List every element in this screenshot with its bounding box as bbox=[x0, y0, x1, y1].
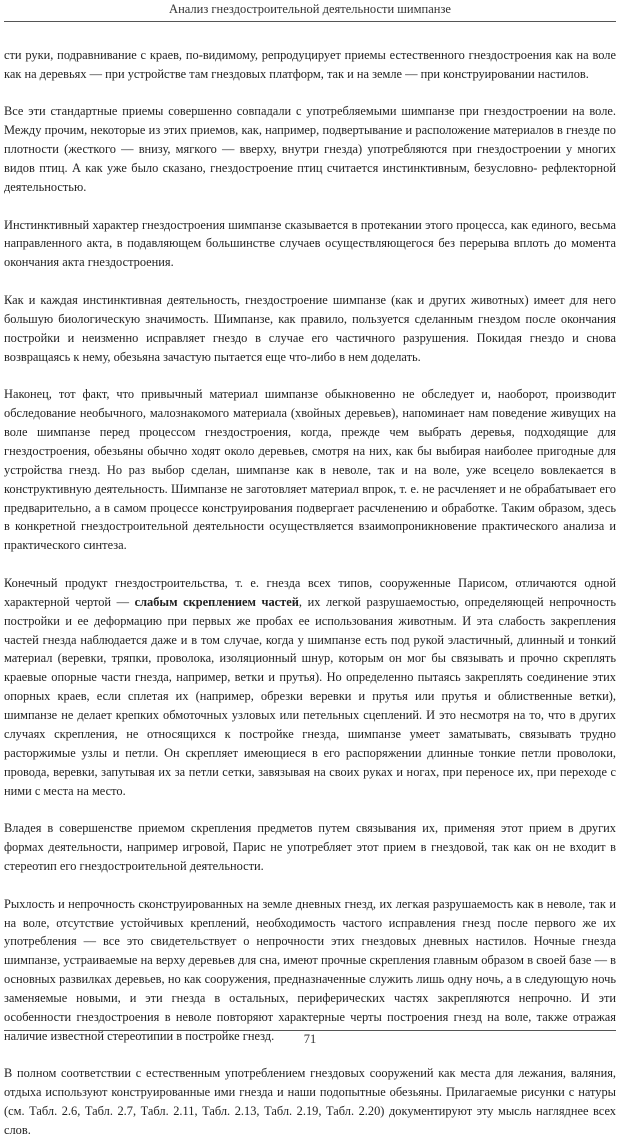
paragraph-9: В полном соответствии с естественным употреблением гнездовых сооружений как места для лежания, валяния, отдыха используют конструированные ими гнезда и наши подопытные обезьяны. Прилагаемые рисунки с натуры (см. Табл. 2.6, Табл. 2.7, Табл. 2.11, Табл. 2.13, Табл. 2.19, Табл. 2.20) документируют эту мысль нагляднее всех слов. bbox=[4, 1066, 616, 1138]
emphasis-weak-binding: слабым скреплением частей bbox=[134, 594, 299, 609]
page-number: 71 bbox=[303, 1032, 317, 1046]
paragraph-8: Рыхлость и непрочность сконструированных на земле дневных гнезд, их легкая разрушаемость как в неволе, так и на воле, отсутствие устойчивых креплений, необходимость частого исправления гнезд после первого же их употребления — все это свидетельствует о непрочности этих гнездовых дневных настилов. Ночные гнезда шимпанзе, устраиваемые на верху деревьев для сна, имеют прочные скрепления главным образом в своей базе — в основных развилках деревьев, но как сооружения, предназначенные служить лишь одну ночь, а в следующую ночь заменяемые новыми, и эти гнезда в остальных, периферических частях закрепляются непрочно. И эти особенности гнездостроения в неволе повторяют характерные черты построения гнезд на воле, также отражая наличие известной стереотипии в постройке гнезд. bbox=[4, 896, 616, 1043]
body-text bbox=[4, 46, 616, 1140]
running-head: Анализ гнездостроительной деятельности шимпанзе bbox=[169, 2, 451, 16]
paragraph-1: сти руки, подравнивание с краев, по-видимому, репродуцирует приемы естественного гнездостроения как на воле как на деревьях — при устройстве там гнездовых платформ, так и на земле — при конструировании настилов. bbox=[4, 48, 616, 81]
paragraph-6-lead: Конечный продукт гнездостроительства, т. е. гнезда всех типов, сооруженные Парисом, отличаются одной характерной чертой — bbox=[4, 575, 616, 609]
paragraph-7: Владея в совершенстве приемом скрепления предметов путем связывания их, применяя этот прием в других формах деятельности, например игровой, Парис не употребляет этот прием в гнездовой, так как он не входит в стереотип его гнездостроительной деятельности. bbox=[4, 821, 616, 874]
paragraph-5: Наконец, тот факт, что привычный материал шимпанзе обыкновенно не обследует и, наоборот, производит обследование необычного, малознакомого материала (хвойных деревьев), напоминает нам поведение живущих на воле шимпанзе перед процессом гнездостроения, когда, прежде чем выбрать деревья, подходящие для гнездостроения, обезьяны обычно ходят около деревьев, смотря на них, как бы выбирая наиболее пригодные для устройства гнезд. Но раз выбор сделан, шимпанзе как в неволе, так и на воле, уже всецело вовлекается в конструктивную деятельность. Шимпанзе не заготовляет материал впрок, т. е. не расчленяет и не обрабатывает его предварительно, а в самом процессе конструирования подвергает расчленению и обработке. Таким образом, здесь в конкретной гнездостроительной деятельности осуществляется взаимопроникновение практического анализа и практического синтеза. bbox=[4, 387, 616, 553]
paragraph-6 bbox=[4, 574, 616, 801]
paragraph-6-rest: , их легкой разрушаемостью, определяющей непрочность постройки и ее деформацию при первых же пробах ее использования животным. И эта слабость закрепления частей гнезда наблюдается даже и в том случае, когда у шимпанзе есть под рукой эластичный, длинный и тонкий материал (веревки, тряпки, проволока, изоляционный шнур, которым он мог бы связывать и прочно скреплять краевые опорные части гнезда, например, ветки и прутья). Но определенно пытаясь закреплять соединение этих опорных краев, если сплетая их (например, обрезки веревки и прутья или прутья и облиственные ветки), шимпанзе не делает крепких обмоточных узловых или петельных сцеплений. И это несмотря на то, что в других случаях скрепления, не относящихся к постройке гнезда, шимпанзе умеет заматывать, связывать трудно расторжимые узлы и петли. Он скрепляет имеющиеся в его распоряжении длинные тонкие петли проволоки, провода, веревки, запутывая их за петли сетки, завязывая на своих руках и ногах, при переносе их, при переходе с ними с места на место. bbox=[4, 594, 616, 798]
paragraph-4: Как и каждая инстинктивная деятельность, гнездостроение шимпанзе (как и других животных) имеет для него большую биологическую значимость. Шимпанзе, как правило, пользуется сделанным гнездом после окончания постройки и неизменно исправляет гнездо в случае его частичного разрушения. Покидая гнездо и снова возвращаясь к нему, обезьяна зачастую пытается еще что-либо в нем доделать. bbox=[4, 292, 616, 364]
paragraph-3: Инстинктивный характер гнездостроения шимпанзе сказывается в протекании этого процесса, как единого, весьма направленного акта, в подавляющем большинстве случаев осуществляющегося без перерыва вплоть до момента окончания акта гнездостроения. bbox=[4, 217, 616, 270]
paragraph-2: Все эти стандартные приемы совершенно совпадали с употребляемыми шимпанзе при гнездостроении на воле. Между прочим, некоторые из этих приемов, как, например, подвертывание и расположение материалов в гнезде по плотности (жесткого — внизу, мягкого — вверху, внутри гнезда) употребляются при гнездостроении у многих видов птиц. А как уже было сказано, гнездостроение птиц считается инстинктивным, безусловно- рефлекторной деятельностью. bbox=[4, 104, 616, 195]
header-rule bbox=[4, 21, 616, 22]
